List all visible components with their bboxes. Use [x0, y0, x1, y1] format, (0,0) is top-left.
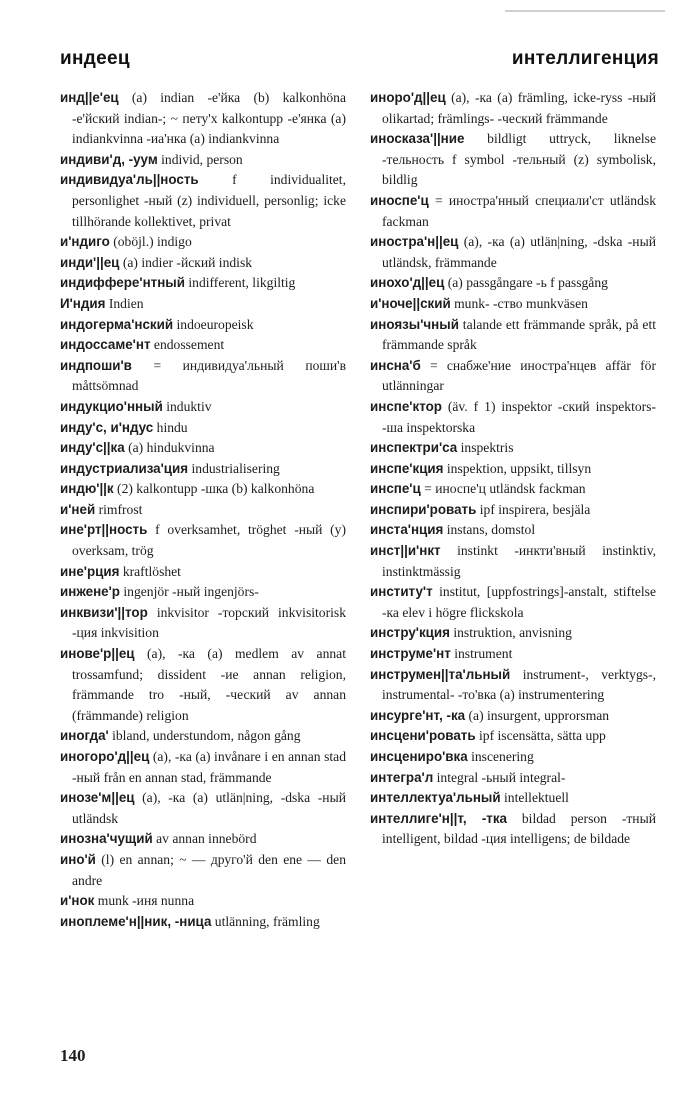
entry-definition: f overksamhet, tröghet -ный (y) overksam, trög	[72, 522, 346, 559]
entry-headword: инспири'ровать	[370, 501, 477, 517]
dictionary-entry	[370, 747, 656, 768]
dictionary-entry	[370, 809, 656, 850]
entry-definition: individ, person	[161, 151, 243, 167]
dictionary-entry	[370, 397, 656, 438]
entry-headword: индиви'д, -уум	[60, 151, 158, 167]
entry-definition: induktiv	[166, 398, 212, 414]
entry-headword: ине'рция	[60, 563, 120, 579]
dictionary-entry	[370, 644, 656, 665]
dictionary-entry	[370, 623, 656, 644]
entry-definition: (l) en annan; ~ — друго'й den ene — den andre	[72, 851, 346, 888]
entry-headword: иногда'	[60, 728, 109, 744]
entry-headword: инду'с||ка	[60, 440, 125, 456]
entry-headword: и'ней	[60, 501, 96, 517]
entry-definition: inspektion, uppsikt, tillsyn	[446, 460, 592, 476]
left-column	[60, 88, 346, 932]
entry-definition: av annan innebörd	[156, 831, 257, 847]
entry-headword: инспе'кция	[370, 460, 444, 476]
entry-definition: instrument-, verktygs-, instrumental- -то'вка (a) instrumentering	[382, 666, 656, 703]
dictionary-entry	[370, 768, 656, 789]
entry-headword: И'ндия	[60, 295, 106, 311]
entry-definition: (oböjl.) indigo	[113, 234, 192, 250]
entry-headword: инстру'кция	[370, 625, 450, 641]
entry-headword: индивидуа'ль||ность	[60, 172, 199, 188]
dictionary-entry	[60, 479, 346, 500]
entry-headword: ино'й	[60, 851, 96, 867]
entry-headword: инозе'м||ец	[60, 790, 135, 806]
entry-headword: инквизи'||тор	[60, 604, 148, 620]
entry-definition: indoeuropeisk	[176, 316, 254, 332]
entry-definition: munk- -ство munkväsen	[454, 295, 588, 311]
entry-headword: инсцени'ровать	[370, 728, 476, 744]
dictionary-entry	[60, 150, 346, 171]
page-number: 140	[60, 1046, 86, 1065]
dictionary-entry	[370, 582, 656, 623]
entry-headword: индю'||к	[60, 481, 114, 497]
entry-headword: и'нок	[60, 893, 95, 909]
entry-definition: instrument	[454, 646, 513, 662]
entry-headword: иноязы'чный	[370, 316, 459, 332]
entry-definition: intellektuell	[504, 790, 569, 806]
dictionary-entry	[60, 335, 346, 356]
entry-definition: (a), -ка (a) utlän|ning, -dska -ный utländsk, främmande	[382, 234, 656, 270]
entry-headword: интеллиге'н||т, -тка	[370, 810, 507, 826]
entry-definition: ipf inspirera, besjäla	[479, 501, 591, 517]
dictionary-entry	[370, 459, 656, 480]
dictionary-entry	[370, 706, 656, 727]
dictionary-entry	[370, 191, 656, 232]
dictionary-entry	[60, 603, 346, 644]
entry-definition: inspektris	[460, 440, 514, 456]
entry-headword: интеллектуа'льный	[370, 790, 501, 806]
entry-definition: munk -иня nunna	[97, 893, 195, 909]
entry-headword: инозна'чущий	[60, 831, 153, 847]
dictionary-entry	[370, 520, 656, 541]
entry-headword: иноспе'ц	[370, 192, 429, 208]
dictionary-entry	[60, 788, 346, 829]
entry-headword: ине'рт||ность	[60, 522, 148, 538]
entry-definition: ipf iscensätta, sätta upp	[479, 728, 606, 744]
entry-headword: индиффере'нтный	[60, 275, 185, 291]
entry-definition: ingenjör -ный ingenjörs-	[123, 584, 259, 600]
entry-definition: (a), -ка (a) invånare i en annan stad -ный från en annan stad, främmande	[72, 749, 347, 785]
dictionary-entry	[370, 232, 656, 273]
dictionary-entry	[370, 438, 656, 459]
entry-definition: ibland, understundom, någon gång	[112, 728, 301, 744]
entry-headword: иноплеме'н||ник, -ница	[60, 913, 212, 929]
dictionary-entry	[370, 726, 656, 747]
entry-headword: индоссаме'нт	[60, 337, 151, 353]
entry-headword: инспе'ц	[370, 481, 421, 497]
entry-definition: institut, [uppfostrings]-anstalt, stiftelse -ка elev i högre flickskola	[382, 584, 656, 620]
dictionary-entry	[370, 665, 656, 706]
entry-headword: инове'р||ец	[60, 646, 135, 662]
entry-headword: инд||е'ец	[60, 90, 119, 105]
entry-definition: kraftlöshet	[122, 563, 181, 579]
entry-definition: (a) indier -йский indisk	[122, 254, 253, 270]
dictionary-entry	[60, 891, 346, 912]
dictionary-entry	[60, 726, 346, 747]
dictionary-entry	[60, 747, 346, 788]
entry-headword: индпоши'в	[60, 357, 132, 373]
dictionary-entry	[370, 88, 656, 129]
entry-definition: hindu	[156, 419, 188, 435]
entry-definition: (2) kalkontupp -шка (b) kalkonhöna	[117, 481, 315, 497]
dictionary-entry	[60, 829, 346, 850]
entry-definition: Indien	[108, 295, 144, 311]
entry-definition: = иностра'нный специали'ст utländsk fackman	[382, 192, 656, 229]
running-head-right: интеллигенция	[511, 48, 659, 69]
entry-headword: инсна'б	[370, 357, 421, 373]
entry-headword: иногоро'д||ец	[60, 749, 150, 764]
entry-headword: инсцениро'вка	[370, 749, 468, 764]
entry-headword: инспе'ктор	[370, 398, 442, 414]
entry-definition: (a), -ка (a) utlän|ning, -dska -ный utländsk	[72, 790, 346, 826]
entry-definition: instruktion, anvisning	[453, 625, 572, 641]
dictionary-entry	[60, 273, 346, 294]
entry-definition: bildligt uttryck, liknelse -тельность f symbol -тельный (z) symbolisk, bildlig	[382, 131, 656, 188]
entry-definition: (äv. f 1) inspektor -ский inspektors- -ша inspektorska	[382, 398, 656, 435]
entry-definition: (a) indian -е'йка (b) kalkonhöna -е'йский indian-; ~ пету'х kalkontupp -е'янка (a) indiankvinna -иа'нка (a) indiankvinna	[72, 90, 346, 147]
dictionary-entry	[370, 788, 656, 809]
entry-definition: integral -ьный integral-	[436, 769, 566, 785]
entry-headword: инсурге'нт, -ка	[370, 707, 466, 723]
dictionary-entry	[60, 912, 346, 933]
entry-headword: инструме'нт	[370, 646, 451, 662]
entry-headword: индогерма'нский	[60, 316, 174, 332]
entry-headword: индустриализа'ция	[60, 460, 189, 476]
dictionary-entry	[60, 644, 346, 726]
dictionary-entry	[60, 520, 346, 561]
entry-headword: и'ндиго	[60, 234, 110, 250]
entry-definition: (a) insurgent, upprorsman	[468, 707, 610, 723]
entry-headword: инду'с, и'ндус	[60, 419, 154, 435]
dictionary-entry	[60, 253, 346, 274]
dictionary-entry	[370, 129, 656, 191]
dictionary-entry	[60, 315, 346, 336]
entry-headword: инста'нция	[370, 522, 444, 538]
entry-definition: (a), -ка (a) främling, icke-ryss -ный olikartad; främlings- -ческий främmande	[382, 90, 656, 126]
entry-headword: интегра'л	[370, 769, 434, 785]
entry-definition: = снабже'ние иностра'нцев affär för utlänningar	[382, 357, 656, 394]
entry-headword: инст||и'нкт	[370, 543, 441, 559]
entry-definition: f individualitet, personlighet -ный (z) individuell, personlig; icke tillhörande kollektivet, privat	[72, 172, 346, 229]
entry-definition: rimfrost	[98, 501, 143, 517]
entry-definition: talande ett främmande språk, på ett främmande språk	[382, 316, 656, 353]
entry-definition: bildad person -тный intelligent, bildad -ция intelligens; de bildade	[382, 810, 656, 847]
entry-definition: instinkt -инкти'вный instinktiv, instinktmässig	[382, 543, 656, 579]
entry-definition: (a), -ка (a) medlem av annat trossamfund; dissident -ие annan religion, främmande tro -ный, -ческий av annan (främmande) religion	[72, 646, 346, 723]
dictionary-entry	[60, 418, 346, 439]
entry-headword: иноро'д||ец	[370, 90, 446, 105]
entry-headword: иносказа'||ние	[370, 131, 465, 147]
dictionary-entry	[60, 232, 346, 253]
entry-definition: indifferent, likgiltig	[188, 275, 296, 291]
top-rule	[505, 10, 665, 12]
dictionary-entry	[60, 356, 346, 397]
dictionary-entry	[60, 582, 346, 603]
entry-definition: inscenering	[471, 749, 534, 764]
entry-definition: (a) passgångare -ь f passgång	[447, 275, 608, 291]
dictionary-entry	[60, 850, 346, 891]
dictionary-entry	[370, 479, 656, 500]
entry-headword: инжене'р	[60, 584, 120, 600]
dictionary-entry	[60, 500, 346, 521]
right-column	[370, 88, 656, 850]
entry-headword: инди'||ец	[60, 254, 120, 270]
entry-headword: инохо'д||ец	[370, 275, 445, 291]
dictionary-entry	[60, 88, 346, 150]
entry-definition: inkvisitor -торский inkvisitorisk -ция inkvisition	[72, 604, 346, 641]
entry-definition: (a) hindukvinna	[128, 440, 215, 456]
dictionary-entry	[370, 294, 656, 315]
dictionary-entry	[60, 397, 346, 418]
running-head-left: индеец	[60, 48, 130, 69]
dictionary-entry	[60, 170, 346, 232]
dictionary-entry	[60, 459, 346, 480]
entry-headword: и'ноче||ский	[370, 295, 451, 311]
dictionary-entry	[370, 315, 656, 356]
entry-definition: instans, domstol	[446, 522, 536, 538]
entry-headword: индукцио'нный	[60, 398, 163, 414]
dictionary-entry	[370, 356, 656, 397]
entry-headword: иностра'н||ец	[370, 234, 459, 250]
entry-headword: инспектри'са	[370, 440, 458, 456]
dictionary-entry	[60, 294, 346, 315]
entry-definition: = индивидуа'льный поши'в måttsömnad	[72, 357, 346, 394]
dictionary-entry	[60, 438, 346, 459]
dictionary-entry	[370, 273, 656, 294]
entry-definition: industrialisering	[191, 460, 280, 476]
dictionary-entry	[370, 500, 656, 521]
entry-definition: utlänning, främling	[214, 913, 320, 929]
entry-definition: = иноспе'ц utländsk fackman	[424, 481, 586, 497]
entry-definition: endossement	[153, 337, 225, 353]
dictionary-entry	[370, 541, 656, 582]
entry-headword: инструмен||та'льный	[370, 666, 511, 682]
entry-headword: институ'т	[370, 584, 433, 600]
dictionary-entry	[60, 562, 346, 583]
